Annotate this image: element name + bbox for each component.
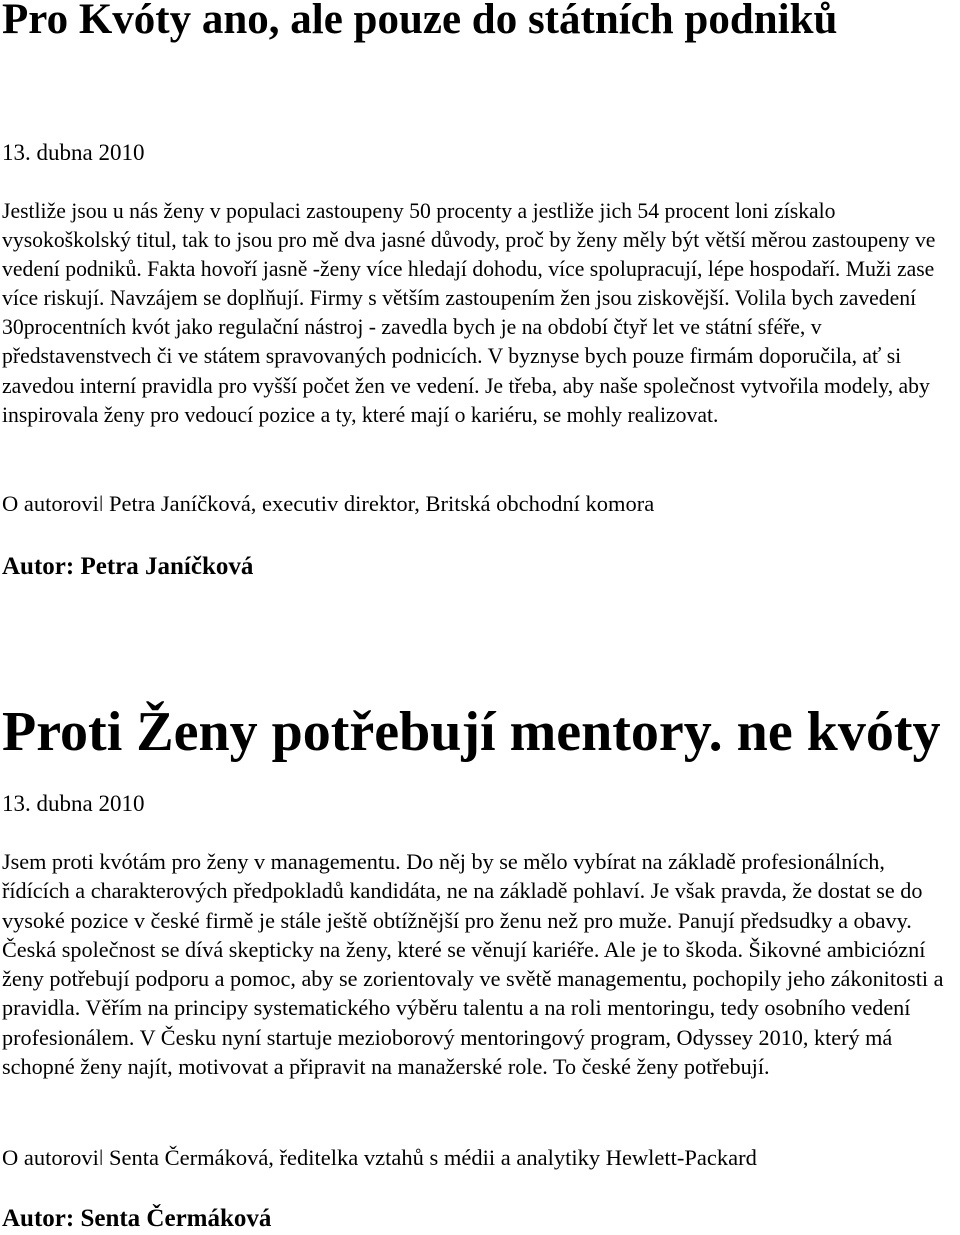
author-byline-pro: Autor: Petra Janíčková [2, 553, 254, 580]
article-body-pro [2, 197, 958, 430]
about-author-proti: O autoroviǀ Senta Čermáková, ředitelka vztahů s médii a analytiky Hewlett-Packard [2, 1145, 757, 1170]
article-date-pro: 13. dubna 2010 [2, 140, 145, 165]
article-body-pro-intro: Jestliže jsou u nás ženy v populaci zastoupeny 50 procenty a jestliže jich 54 procent loni získalo vysokoškolský titul, tak to jsou pro mě dva jasné důvody, proč by ženy měly být větší měrou zastoupeny ve vedení podniků. Fakta hovoří jasně -ženy více hledají dohodu, více spolupracují, lépe hospodaří. Muži zase více riskují. Navzájem se doplňují. Firmy s větším zastoupením žen jsou ziskovější. [2, 199, 936, 311]
article-title-proti: Proti Ženy potřebují mentory. ne kvóty [2, 701, 941, 763]
author-byline-proti: Autor: Senta Čermáková [2, 1205, 272, 1232]
article-body-pro-rest: Volila bych zavedení 30procentních kvót jako regulační nástroj - zavedla bych je na období čtyř let ve státní sféře, v představenstvech či ve státem spravovaných podnicích. V byznyse bych pouze firmám doporučila, ať si zavedou interní pravidla pro vyšší počet žen ve vedení. Je třeba, aby naše společnost vytvořila modely, aby inspirovala ženy pro vedoucí pozice a ty, které mají o kariéru, se mohly realizovat. [2, 286, 930, 427]
article-body-proti: Jsem proti kvótám pro ženy v managementu. Do něj by se mělo vybírat na základě profesionálních, řídících a charakterových předpokladů kandidáta, ne na základě pohlaví. Je však pravda, že dostat se do vysoké pozice v české firmě je stále ještě obtížnější pro ženu než pro muže. Panují předsudky a obavy. Česká společnost se dívá skepticky na ženy, které se věnují kariéře. Ale je to škoda. Šikovné ambiciózní ženy potřebují podporu a pomoc, aby se zorientovaly ve světě managementu, pochopily jeho zákonitosti a pravidla. Věřím na principy systematického výběru talentu a na roli mentoringu, tedy osobního vedení profesionálem. V Česku nyní startuje mezioborový mentoringový program, Odyssey 2010, který má schopné ženy najít, motivovat a připravit na manažerské role. To české ženy potřebují. [2, 849, 944, 1080]
article-title-pro: Pro Kvóty ano, ale pouze do státních podniků [2, 0, 838, 43]
article-date-proti: 13. dubna 2010 [2, 791, 145, 816]
about-author-pro: O autoroviǀ Petra Janíčková, executiv direktor, Britská obchodní komora [2, 491, 655, 516]
